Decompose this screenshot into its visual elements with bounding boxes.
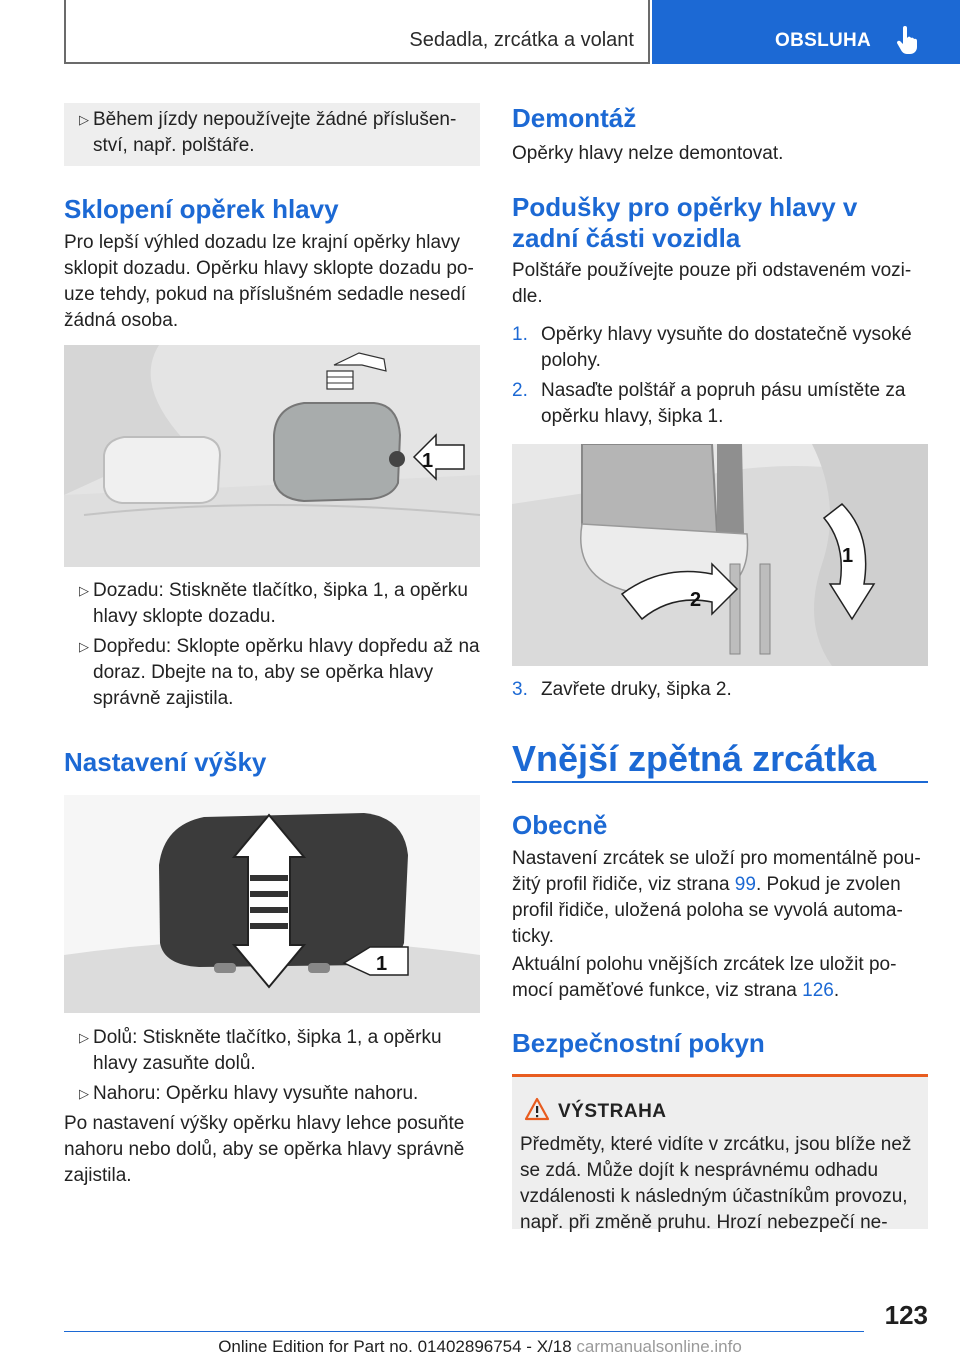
note-line-2: ství, např. polštáře.: [93, 135, 255, 156]
warning-triangle-icon: [524, 1097, 550, 1121]
warning-title: VÝSTRAHA: [558, 1101, 667, 1122]
triangle-bullet-icon: ▷: [79, 1086, 89, 1101]
general-heading: Obecně: [512, 810, 608, 840]
page-link-126[interactable]: 126: [802, 980, 834, 1001]
remove-heading: Demontáž: [512, 103, 637, 133]
fig2-callout: 1: [376, 953, 388, 975]
figure-height-adjust: [64, 795, 480, 1013]
mirrors-heading: Vnější zpětná zrcátka: [512, 738, 877, 779]
remove-text: Opěrky hlavy nelze demontovat.: [512, 143, 784, 164]
warning-box: [512, 1074, 928, 1233]
page-number: 123: [884, 1300, 928, 1330]
header-box: [64, 0, 650, 64]
fold-heading: Sklopení opěrek hlavy: [64, 194, 339, 224]
chapter-tab[interactable]: [652, 0, 960, 64]
headrest-fold-illustration: [64, 345, 480, 567]
fig1-callout: 1: [422, 450, 434, 472]
footer-rule: [64, 1331, 864, 1332]
note-bullet: [64, 107, 480, 159]
step-2: 2. Nasaďte polštář a popruh pásu umístěte za opěrku hlavy, šipka 1.: [512, 380, 906, 427]
note-line-1: Během jízdy nepoužívejte žádné příslušen-: [93, 109, 457, 130]
height-adjust-illustration: [64, 795, 480, 1013]
hand-pointer-icon: [896, 26, 918, 54]
triangle-bullet-icon: ▷: [79, 639, 89, 654]
bullet-back: ▷ Dozadu: Stiskněte tlačítko, šipka 1, a opěrku hlavy sklopte dozadu.: [64, 578, 480, 630]
cushion-text: Polštáře používejte pouze při odstaveném vozi-dle.: [512, 260, 912, 307]
memory-text: Aktuální polohu vnějších zrcátek lze uložit po-mocí paměťové funkce, viz strana 126.: [512, 954, 897, 1001]
warning-text: Předměty, které vidíte v zrcátku, jsou blíže než se zdá. Může dojít k nesprávnému odhadu vzdálenosti k následným účastníkům provozu, např. při změně pruhu. Hrozí nebezpečí ne-: [520, 1134, 912, 1233]
height-text: Po nastavení výšky opěrku hlavy lehce posuňte nahoru nebo dolů, aby se opěrka hlavy správně zajistila.: [64, 1113, 465, 1186]
figure-headrest-fold: [64, 345, 480, 567]
fig3-callout-2: 2: [690, 589, 702, 611]
step-1: 1. Opěrky hlavy vysuňte do dostatečně vysoké polohy.: [512, 324, 912, 371]
bullet-up: ▷ Nahoru: Opěrku hlavy vysuňte nahoru.: [64, 1081, 480, 1107]
figure-cushion: [512, 444, 928, 666]
footer-edition: Online Edition for Part no. 01402896754 - X/18 carmanualsonline.info: [218, 1337, 742, 1356]
cushion-illustration: [512, 444, 928, 666]
watermark: carmanualsonline.info: [576, 1337, 742, 1356]
height-heading: Nastavení výšky: [64, 747, 267, 777]
general-text: Nastavení zrcátek se uloží pro momentálně pou-žitý profil řidiče, viz strana 99. Pokud je zvolen profil řidiče, uložená poloha se vyvolá automa-ticky.: [512, 848, 921, 947]
safety-heading: Bezpečnostní pokyn: [512, 1028, 765, 1058]
heading-rule: [512, 781, 928, 783]
triangle-bullet-icon: ▷: [79, 1030, 89, 1045]
section-title: Sedadla, zrcátka a volant: [409, 29, 634, 51]
bullet-down: ▷ Dolů: Stiskněte tlačítko, šipka 1, a opěrku hlavy zasuňte dolů.: [64, 1025, 480, 1077]
triangle-bullet-icon: ▷: [79, 112, 89, 127]
step-3: 3. Zavřete druky, šipka 2.: [512, 679, 732, 700]
fold-text: Pro lepší výhled dozadu lze krajní opěrky hlavy sklopit dozadu. Opěrku hlavy sklopte dozadu po-uze tehdy, pokud na příslušném sedadle nesedí žádná osoba.: [64, 232, 474, 331]
cushion-heading: Podušky pro opěrky hlavy v zadní části vozidla: [512, 192, 858, 253]
fig3-callout-1: 1: [842, 545, 854, 567]
chapter-label: OBSLUHA: [775, 30, 872, 51]
triangle-bullet-icon: ▷: [79, 583, 89, 598]
page-link-99[interactable]: 99: [734, 874, 756, 895]
bullet-forward: ▷ Dopředu: Sklopte opěrku hlavy dopředu až na doraz. Dbejte na to, aby se opěrka hlavy správně zajistila.: [64, 634, 480, 712]
